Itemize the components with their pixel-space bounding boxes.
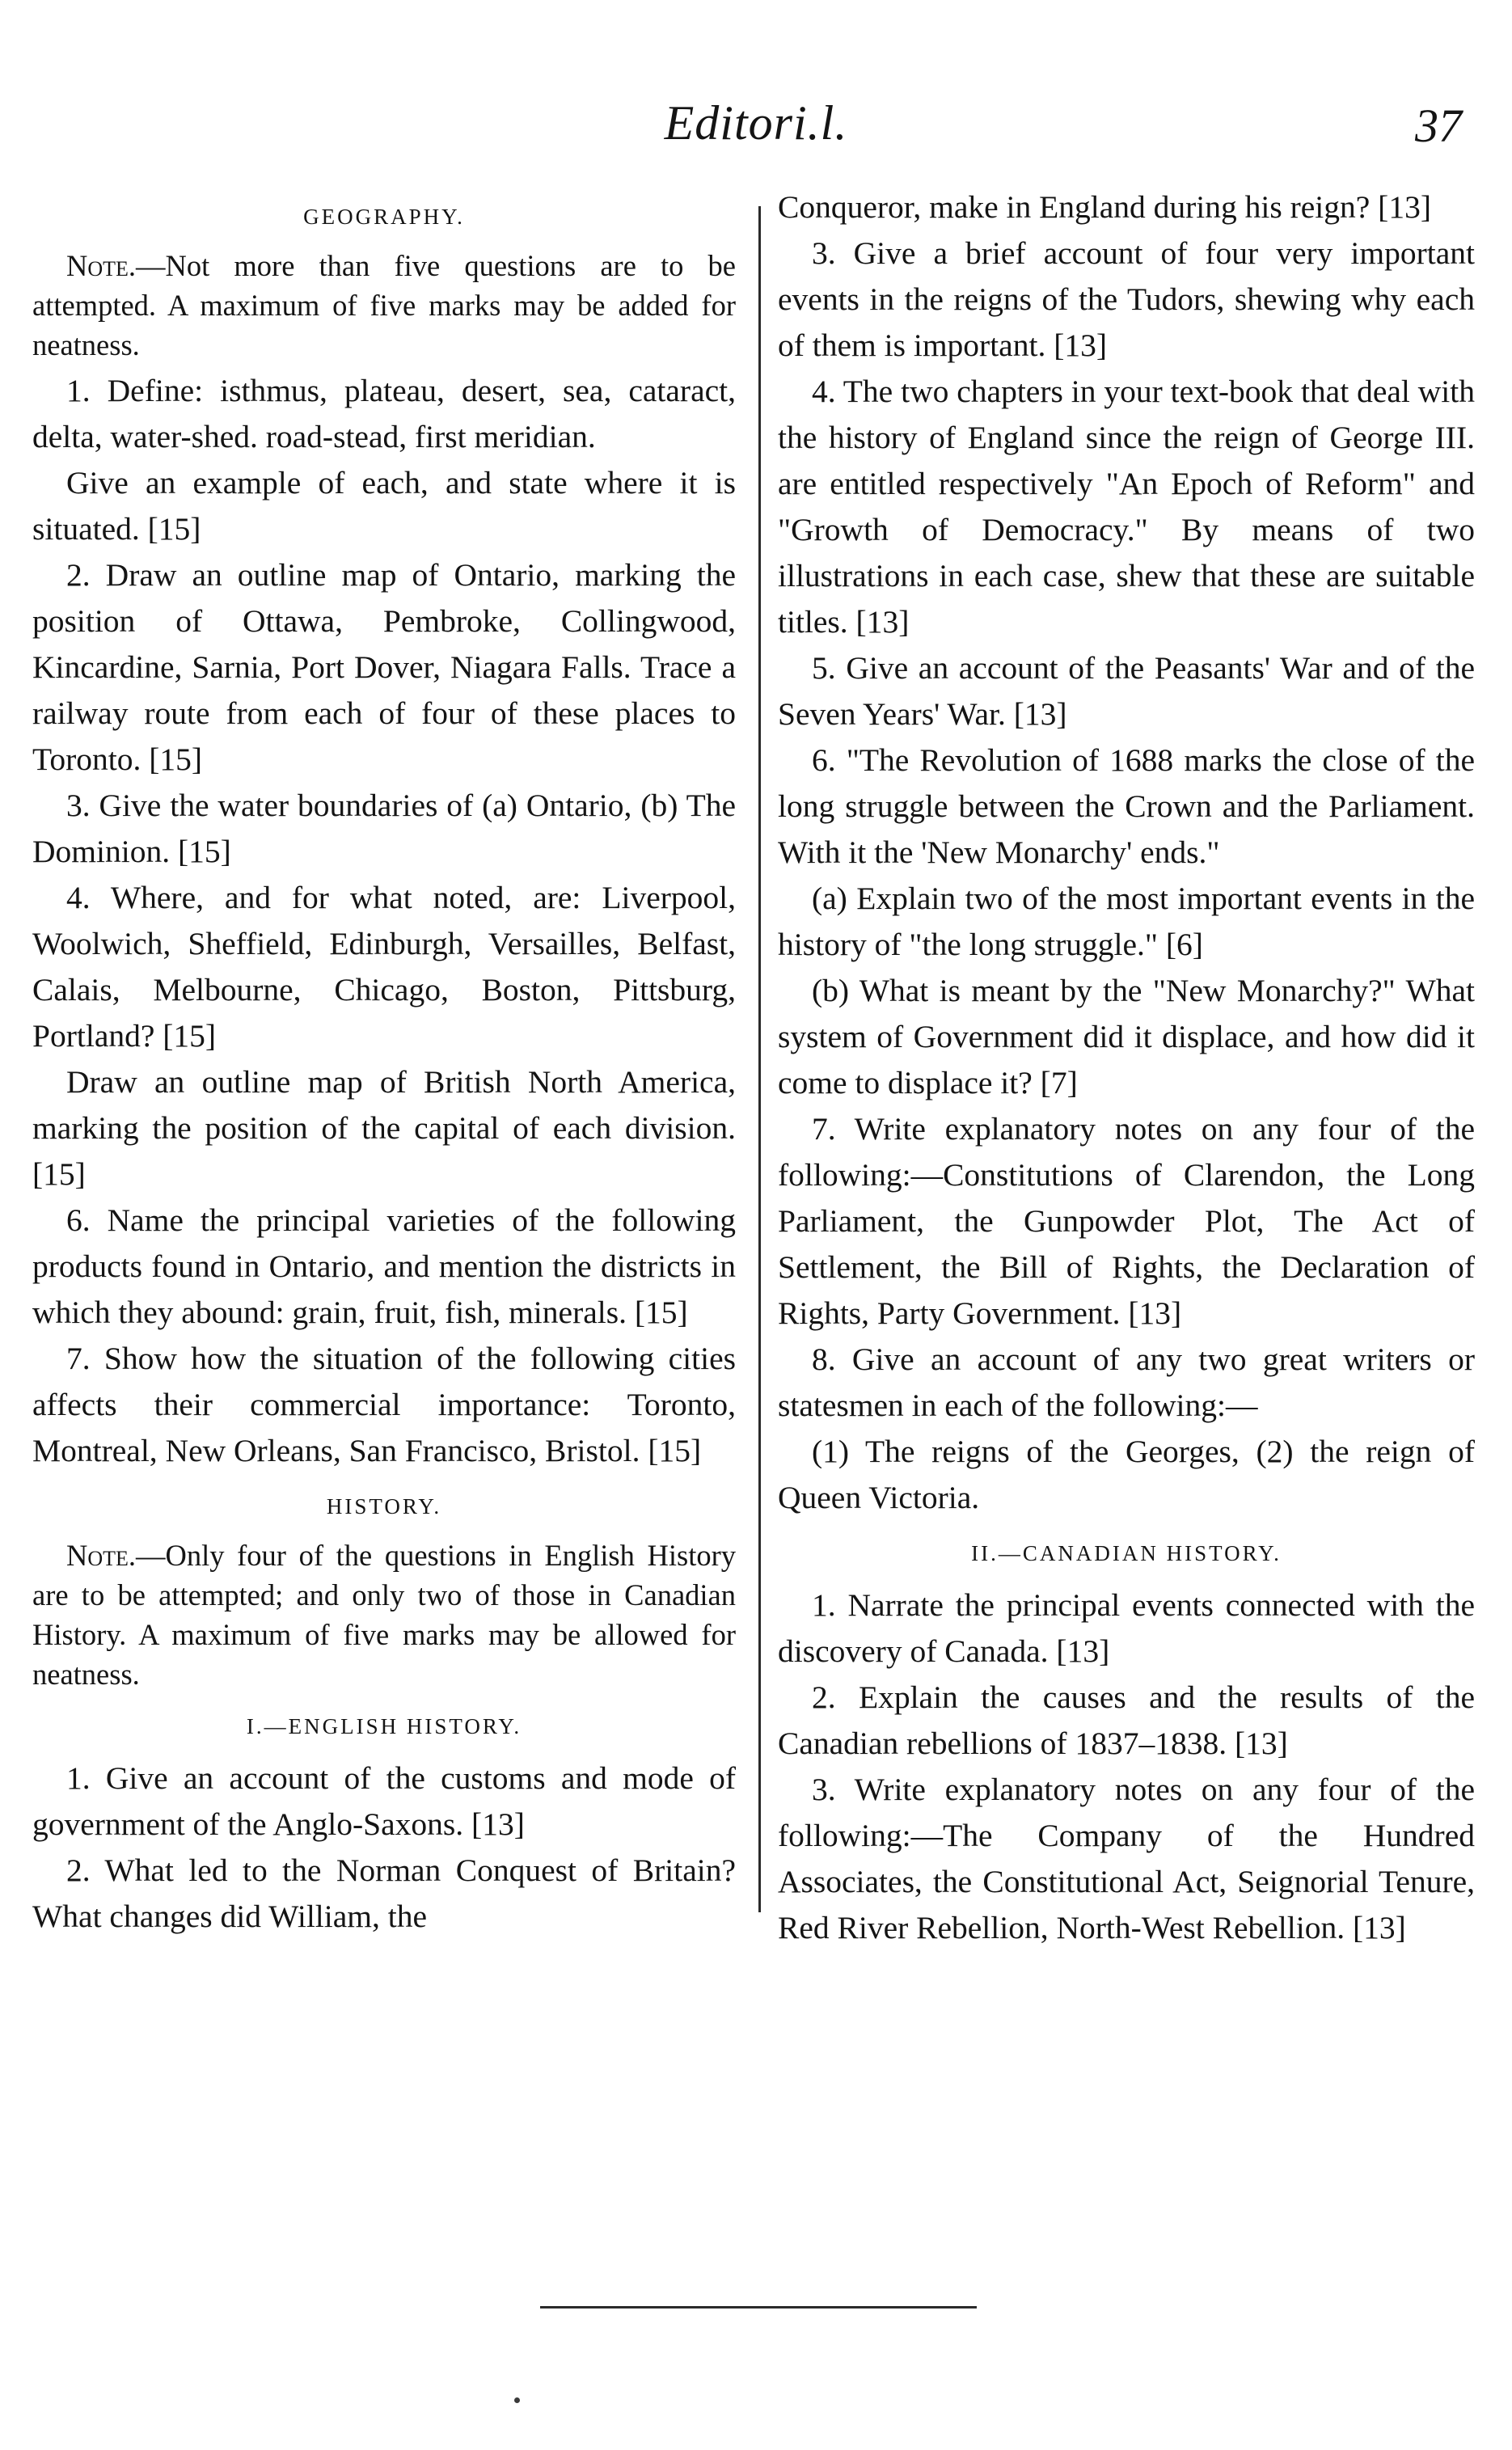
canadian-question-3: 3. Write explanatory notes on any four of the following:—The Company of the Hundred Associates, the Constitutional Act, Seignorial Tenure, Red River Rebellion, North-West Rebellion. [13] [778,1772,1475,1945]
history-note [32,1535,736,1694]
geography-question-4: 4. Where, and for what noted, are: Liverpool, Woolwich, Sheffield, Edinburgh, Versailles, Belfast, Calais, Melbourne, Chicago, Boston, Pittsburg, Portland? [15] [32,880,736,1054]
column-divider [758,206,761,1912]
english-question-3: 3. Give a brief account of four very important events in the reigns of the Tudors, shewing why each of them is important. [13] [778,235,1475,363]
geography-question-1b: Give an example of each, and state where it is situated. [15] [32,465,736,547]
ink-dot [514,2397,520,2403]
geography-question-5: Draw an outline map of British North America, marking the position of the capital of each division. [15] [32,1064,736,1192]
running-head: Editori.l. [664,96,848,150]
right-column [778,184,1475,1951]
canadian-history-heading: II.—CANADIAN HISTORY. [971,1541,1282,1565]
geography-question-6: 6. Name the principal varieties of the following products found in Ontario, and mention the districts in which they abound: grain, fruit, fish, minerals. [15] [32,1202,736,1330]
geography-question-3: 3. Give the water boundaries of (a) Ontario, (b) The Dominion. [15] [32,788,736,869]
left-column [32,184,736,1940]
english-question-2-end: Conqueror, make in England during his reign? [13] [778,189,1431,225]
english-question-2-start: 2. What led to the Norman Conquest of Britain? What changes did William, the [32,1852,736,1934]
history-heading: HISTORY. [326,1494,442,1519]
english-question-5: 5. Give an account of the Peasants' War and of the Seven Years' War. [13] [778,650,1475,732]
history-note-text: —Only four of the questions in English History are to be attempted; and only two of those in Canadian History. A maximum of five marks may be allowed for neatness. [32,1539,736,1691]
english-question-1: 1. Give an account of the customs and mode of government of the Anglo-Saxons. [13] [32,1760,736,1842]
english-question-6b: (b) What is meant by the "New Monarchy?" What system of Government did it displace, and how did it come to displace it? [7] [778,973,1475,1100]
geography-note-label: Note. [66,249,137,282]
geography-question-1: 1. Define: isthmus, plateau, desert, sea, cataract, delta, water-shed. road-stead, first meridian. [32,373,736,454]
geography-question-2: 2. Draw an outline map of Ontario, marking the position of Ottawa, Pembroke, Collingwood, Kincardine, Sarnia, Port Dover, Niagara Falls. Trace a railway route from each of four of these places to Toronto. [15] [32,557,736,777]
geography-question-7: 7. Show how the situation of the following cities affects their commercial importance: Toronto, Montreal, New Orleans, San Francisco, Bristol. [15] [32,1341,736,1468]
canadian-question-2: 2. Explain the causes and the results of the Canadian rebellions of 1837–1838. [13] [778,1679,1475,1761]
english-question-8b: (1) The reigns of the Georges, (2) the reign of Queen Victoria. [778,1434,1475,1515]
english-question-8: 8. Give an account of any two great writers or statesmen in each of the following:— [778,1341,1475,1423]
geography-heading: GEOGRAPHY. [303,205,465,229]
english-history-heading: I.—ENGLISH HISTORY. [246,1714,522,1738]
canadian-question-1: 1. Narrate the principal events connected with the discovery of Canada. [13] [778,1587,1475,1669]
english-question-6a: (a) Explain two of the most important events in the history of "the long struggle." [6] [778,881,1475,962]
english-question-6: 6. "The Revolution of 1688 marks the close of the long struggle between the Crown and the Parliament. With it the 'New Monarchy' ends." [778,742,1475,870]
english-question-7: 7. Write explanatory notes on any four of the following:—Constitutions of Clarendon, the Long Parliament, the Gunpowder Plot, The Act of Settlement, the Bill of Rights, the Declaration of Rights, Party Government. [13] [778,1111,1475,1331]
history-note-label: Note. [66,1539,137,1572]
geography-note-text: —Not more than five questions are to be attempted. A maximum of five marks may be added for neatness. [32,249,736,361]
english-question-4: 4. The two chapters in your text-book that deal with the history of England since the reign of George III. are entitled respectively "An Epoch of Reform" and "Growth of Democracy." By means of two illustrations in each case, shew that these are suitable titles. [13] [778,374,1475,640]
page-number: 37 [1415,99,1462,152]
bottom-rule [540,2306,977,2308]
geography-note [32,246,736,365]
